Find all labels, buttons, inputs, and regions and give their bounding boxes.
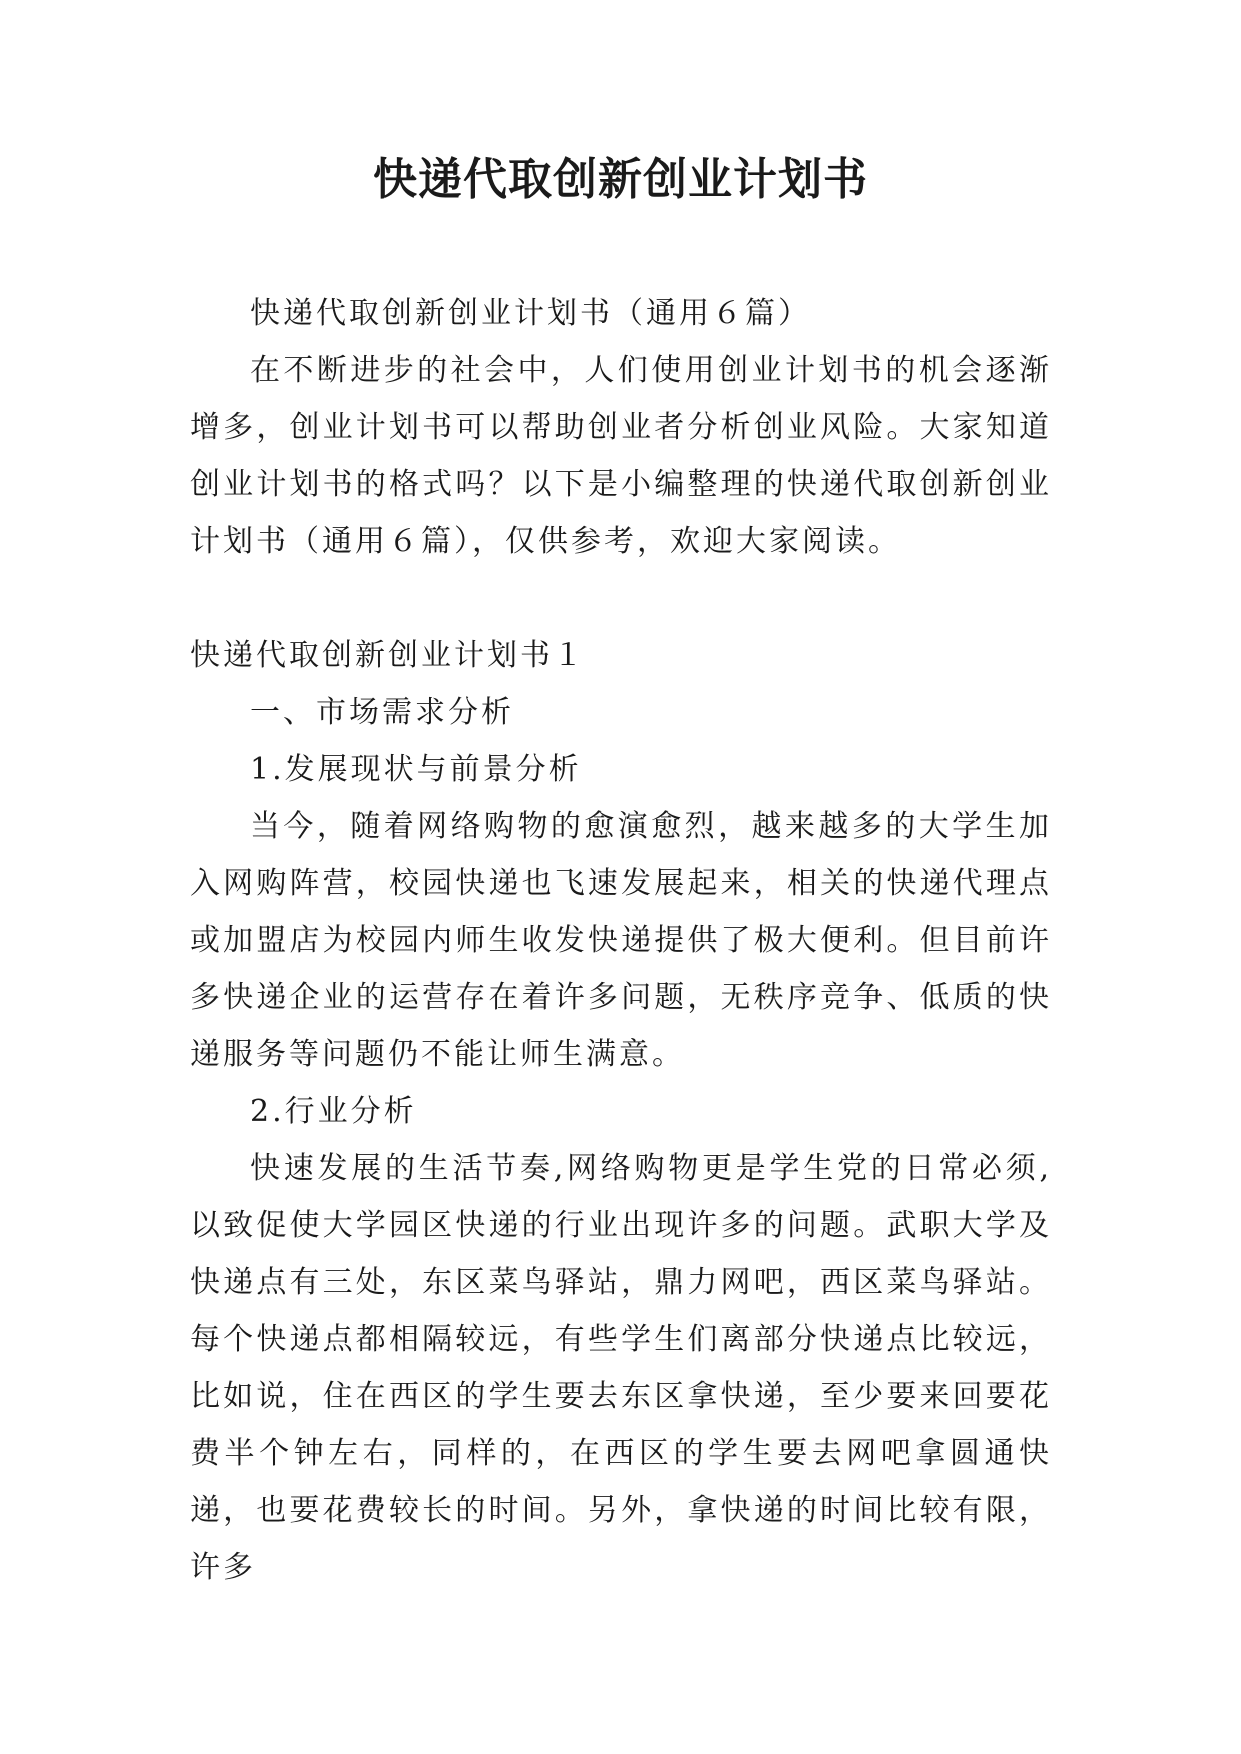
status-paragraph: 当今，随着网络购物的愈演愈烈，越来越多的大学生加入网购阵营，校园快递也飞速发展起来，相关的快递代理点或加盟店为校园内师生收发快递提供了极大便利。但目前许多快递企业的运营存在着许多问题，无秩序竞争、低质的快递服务等问题仍不能让师生满意。 <box>190 809 1052 1072</box>
section-heading: 快递代取创新创业计划书１ <box>190 638 586 673</box>
subsection-heading-status: 1.发展现状与前景分析 <box>250 752 582 787</box>
subsection-heading-industry: 2.行业分析 <box>250 1094 417 1129</box>
subtitle-paragraph: 快递代取创新创业计划书（通用６篇） <box>250 296 811 331</box>
document-body <box>190 285 1052 1596</box>
document-title: 快递代取创新创业计划书 <box>373 154 868 205</box>
intro-paragraph: 在不断进步的社会中，人们使用创业计划书的机会逐渐增多，创业计划书可以帮助创业者分析创业风险。大家知道创业计划书的格式吗？以下是小编整理的快递代取创新创业计划书（通用６篇），仅供参考，欢迎大家阅读。 <box>190 353 1052 559</box>
industry-paragraph: 快速发展的生活节奏,网络购物更是学生党的日常必须,以致促使大学园区快递的行业出现许多的问题。武职大学及快递点有三处，东区菜鸟驿站，鼎力网吧，西区菜鸟驿站。每个快递点都相隔较远，有些学生们离部分快递点比较远，比如说，住在西区的学生要去东区拿快递，至少要来回要花费半个钟左右，同样的，在西区的学生要去网吧拿圆通快递，也要花费较长的时间。另外，拿快递的时间比较有限，许多 <box>190 1151 1052 1585</box>
paragraph-gap <box>190 570 1052 627</box>
subsection-heading-market: 一、市场需求分析 <box>250 695 514 730</box>
